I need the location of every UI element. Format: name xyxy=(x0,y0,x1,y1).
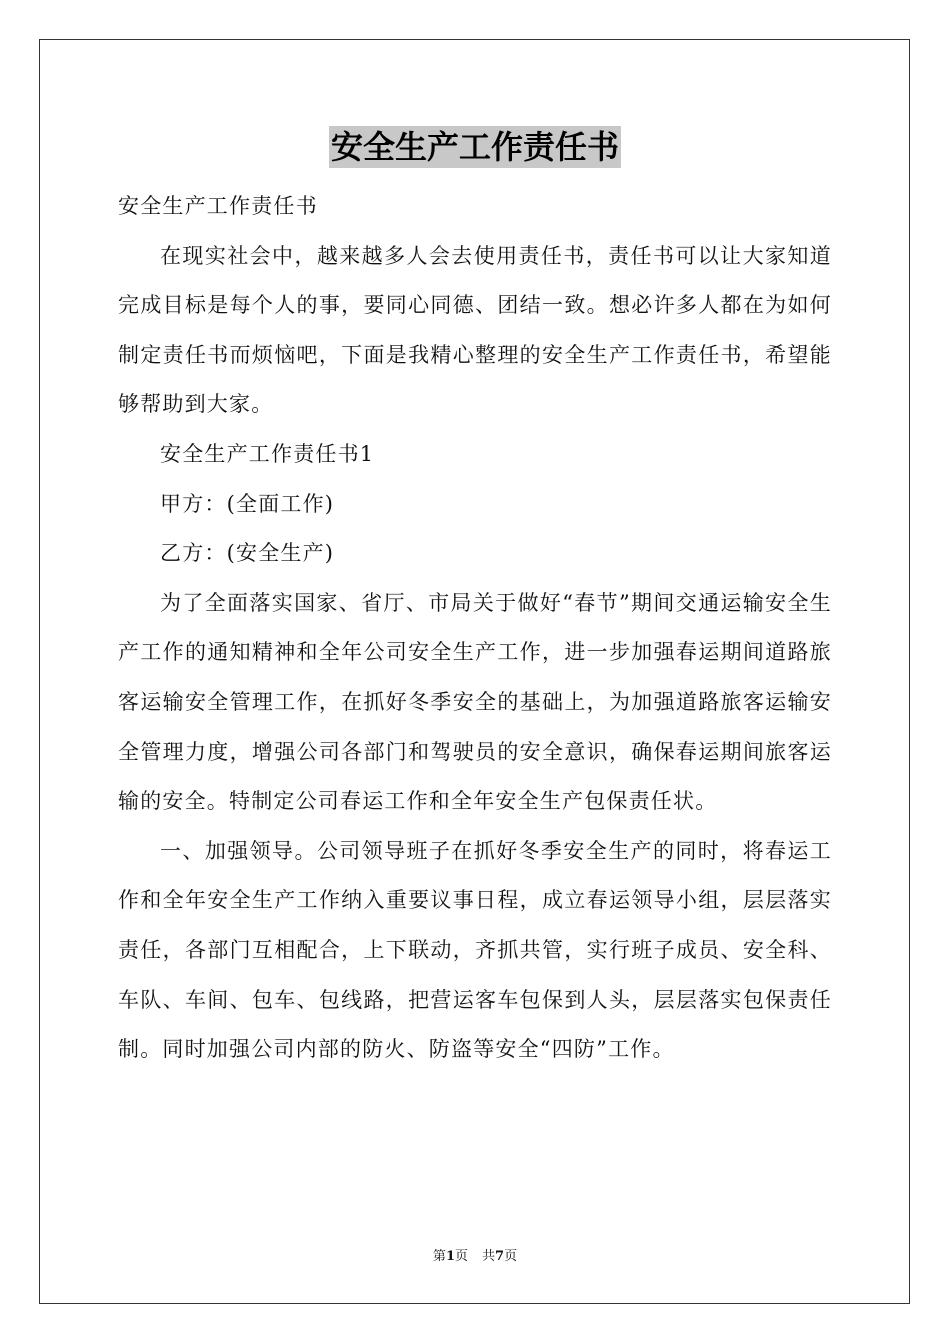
paragraph-clause-one: 一、加强领导。公司领导班子在抓好冬季安全生产的同时，将春运工作和全年安全生产工作纳入重要议事日程，成立春运领导小组，层层落实责任，各部门互相配合，上下联动，齐抓共管，实行班子成员、安全科、车队、车间、包车、包线路，把营运客车包保到人头，层层落实包保责任制。同时加强公司内部的防火、防盗等安全“四防”工作。 xyxy=(118,838,832,1062)
document-body xyxy=(118,182,832,1075)
footer-page-prefix: 第 xyxy=(432,1249,446,1264)
paragraph-subtitle: 安全生产工作责任书 xyxy=(118,194,318,218)
footer-total-suffix: 页 xyxy=(504,1249,518,1264)
footer-total-prefix: 共 xyxy=(482,1249,496,1264)
document-title xyxy=(0,126,950,168)
footer-page-current: 1 xyxy=(445,1249,455,1264)
paragraph-party-a: 甲方：(全面工作) xyxy=(160,491,335,516)
document-title-text: 安全生产工作责任书 xyxy=(330,128,619,166)
paragraph-party-b: 乙方：(安全生产) xyxy=(160,541,335,566)
footer-page-total: 7 xyxy=(495,1249,505,1264)
paragraph-purpose: 为了全面落实国家、省厅、市局关于做好“春节”期间交通运输安全生产工作的通知精神和全年公司安全生产工作，进一步加强春运期间道路旅客运输安全管理工作，在抓好冬季安全的基础上，为加强道路旅客运输安全管理力度，增强公司各部门和驾驶员的安全意识，确保春运期间旅客运输的安全。特制定公司春运工作和全年安全生产包保责任状。 xyxy=(118,590,832,814)
footer-page-suffix: 页 xyxy=(454,1249,468,1264)
page-footer xyxy=(0,1248,950,1266)
paragraph-intro: 在现实社会中，越来越多人会去使用责任书，责任书可以让大家知道完成目标是每个人的事，要同心同德、团结一致。想必许多人都在为如何制定责任书而烦恼吧，下面是我精心整理的安全生产工作责任书，希望能够帮助到大家。 xyxy=(118,243,832,417)
paragraph-section-heading: 安全生产工作责任书1 xyxy=(160,441,375,466)
